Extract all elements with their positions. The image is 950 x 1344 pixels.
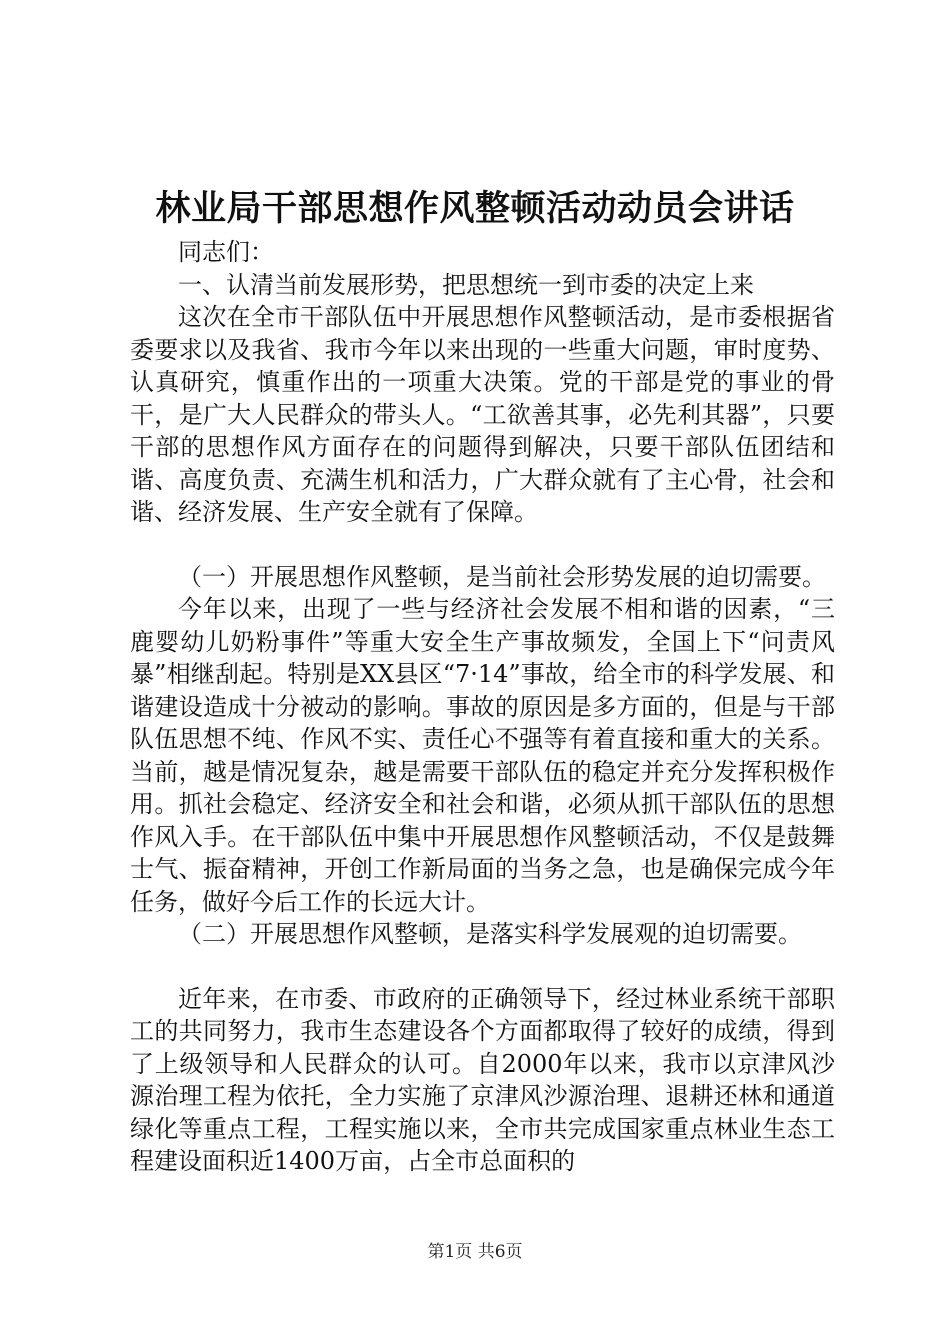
- section-heading: 一、认清当前发展形势，把思想统一到市委的决定上来: [178, 270, 754, 299]
- subheading: （二）开展思想作风整顿，是落实科学发展观的迫切需要。: [178, 920, 802, 948]
- salutation: 同志们：: [178, 238, 274, 266]
- subheading: （一）开展思想作风整顿，是当前社会形势发展的迫切需要。: [178, 562, 826, 591]
- document-body: [130, 236, 835, 1178]
- body-paragraph: 今年以来，出现了一些与经济社会发展不相和谐的因素，“三鹿婴幼儿奶粉事件”等重大安全生产事故频发，全国上下“问责风暴”相继刮起。特别是XX县区“7·14”事故，给全市的科学发展、和谐建设造成十分被动的影响。事故的原因是多方面的，但是与干部队伍思想不纯、作风不实、责任心不强等有着直接和重大的关系。当前，越是情况复杂，越是需要干部队伍的稳定并充分发挥积极作用。抓社会稳定、经济安全和社会和谐，必须从抓干部队伍的思想作风入手。在干部队伍中集中开展思想作风整顿活动，不仅是鼓舞士气、振奋精神，开创工作新局面的当务之急，也是确保完成今年任务，做好今后工作的长远大计。: [130, 595, 835, 916]
- body-paragraph: 这次在全市干部队伍中开展思想作风整顿活动，是市委根据省委要求以及我省、我市今年以来出现的一些重大问题，审时度势、认真研究，慎重作出的一项重大决策。党的干部是党的事业的骨干，是广大人民群众的带头人。“工欲善其事，必先利其器”，只要干部的思想作风方面存在的问题得到解决，只要干部队伍团结和谐、高度负责、充满生机和活力，广大群众就有了主心骨，社会和谐、经济发展、生产安全就有了保障。: [130, 303, 835, 526]
- body-paragraph: 近年来，在市委、市政府的正确领导下，经过林业系统干部职工的共同努力，我市生态建设各个方面都取得了较好的成绩，得到了上级领导和人民群众的认可。自2000年以来，我市以京津风沙源治理工程为依托，全力实施了京津风沙源治理、退耕还林和通道绿化等重点工程，工程实施以来，全市共完成国家重点林业生态工程建设面积近1400万亩，占全市总面积的: [130, 984, 835, 1175]
- document-title: 林业局干部思想作风整顿活动动员会讲话: [155, 188, 795, 229]
- page-number: 第1页 共6页: [427, 1242, 523, 1262]
